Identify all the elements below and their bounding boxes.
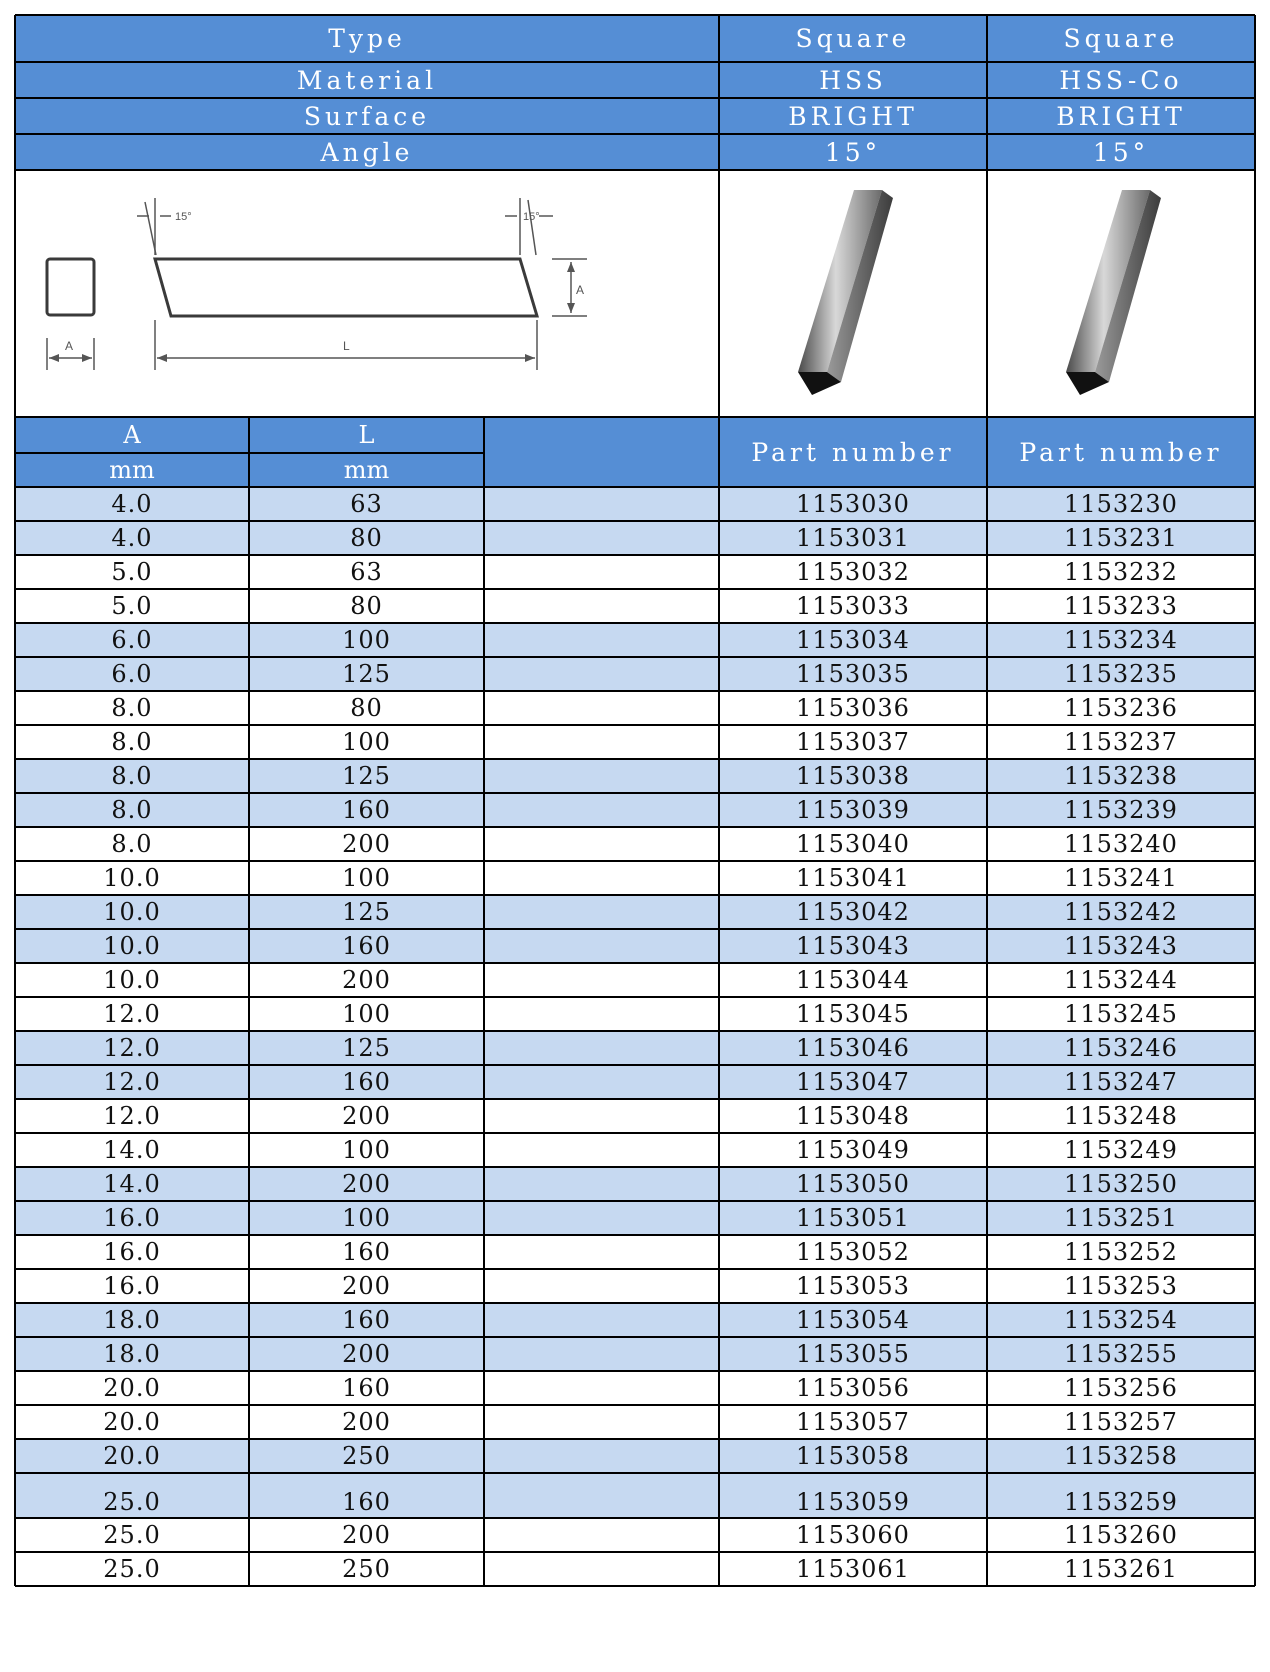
row-l: 80: [249, 521, 484, 555]
row-l: 160: [249, 929, 484, 963]
grid-line: [986, 15, 988, 1586]
row-a: 14.0: [15, 1133, 249, 1167]
header-angle-col2: 15°: [987, 134, 1255, 170]
row-part2: 1153240: [987, 827, 1255, 861]
grid-line: [15, 554, 1255, 556]
header-type-col1: Square: [719, 15, 987, 62]
header-material-col1: HSS: [719, 62, 987, 98]
row-part1: 1153060: [719, 1518, 987, 1552]
grid-line: [15, 1166, 1255, 1168]
row-l: 200: [249, 1337, 484, 1371]
header-surface-label: Surface: [15, 98, 719, 134]
header-type-label: Type: [15, 15, 719, 62]
row-part1: 1153044: [719, 963, 987, 997]
row-part1: 1153035: [719, 657, 987, 691]
grid-line: [15, 1200, 1255, 1202]
row-a: 4.0: [15, 487, 249, 521]
row-a: 25.0: [15, 1518, 249, 1552]
grid-line: [15, 656, 1255, 658]
row-part2: 1153251: [987, 1201, 1255, 1235]
row-part2: 1153253: [987, 1269, 1255, 1303]
grid-line: [15, 416, 1255, 418]
row-part1: 1153059: [719, 1473, 987, 1518]
grid-line: [1254, 15, 1256, 1586]
grid-line: [15, 758, 1255, 760]
row-a: 18.0: [15, 1337, 249, 1371]
row-part1: 1153056: [719, 1371, 987, 1405]
header-surface-col1: BRIGHT: [719, 98, 987, 134]
col-l-label: L: [249, 417, 484, 453]
row-a: 20.0: [15, 1405, 249, 1439]
row-part1: 1153032: [719, 555, 987, 589]
technical-drawing: [15, 170, 719, 417]
col-part-number-1: Part number: [719, 417, 987, 487]
col-a-unit: mm: [15, 453, 249, 487]
tool-bit-drawing: [15, 170, 719, 417]
grid-line: [15, 520, 1255, 522]
row-part1: 1153039: [719, 793, 987, 827]
row-l: 100: [249, 623, 484, 657]
row-part1: 1153055: [719, 1337, 987, 1371]
grid-line: [15, 1404, 1255, 1406]
row-empty: [484, 691, 719, 725]
header-angle-label: Angle: [15, 134, 719, 170]
grid-line: [15, 962, 1255, 964]
header-material-col2: HSS-Co: [987, 62, 1255, 98]
row-part1: 1153048: [719, 1099, 987, 1133]
row-a: 12.0: [15, 1065, 249, 1099]
row-empty: [484, 521, 719, 555]
row-empty: [484, 623, 719, 657]
row-l: 160: [249, 1371, 484, 1405]
grid-line: [15, 622, 1255, 624]
row-part1: 1153037: [719, 725, 987, 759]
row-part2: 1153243: [987, 929, 1255, 963]
row-a: 10.0: [15, 963, 249, 997]
row-a: 5.0: [15, 555, 249, 589]
row-a: 18.0: [15, 1303, 249, 1337]
row-part2: 1153249: [987, 1133, 1255, 1167]
row-empty: [484, 555, 719, 589]
row-part2: 1153259: [987, 1473, 1255, 1518]
grid-line: [15, 860, 1255, 862]
row-l: 200: [249, 1518, 484, 1552]
header-angle-col1: 15°: [719, 134, 987, 170]
col-part-number-2: Part number: [987, 417, 1255, 487]
grid-line: [15, 996, 1255, 998]
row-l: 125: [249, 759, 484, 793]
bar-image-icon: [719, 170, 987, 417]
grid-line: [15, 97, 1255, 99]
row-l: 63: [249, 487, 484, 521]
row-part1: 1153038: [719, 759, 987, 793]
grid-line: [15, 1132, 1255, 1134]
grid-line: [15, 1030, 1255, 1032]
row-empty: [484, 1405, 719, 1439]
row-part2: 1153246: [987, 1031, 1255, 1065]
row-a: 12.0: [15, 997, 249, 1031]
row-part1: 1153049: [719, 1133, 987, 1167]
grid-line: [15, 588, 1255, 590]
row-part2: 1153231: [987, 521, 1255, 555]
row-l: 200: [249, 827, 484, 861]
grid-line: [15, 1438, 1255, 1440]
row-empty: [484, 657, 719, 691]
grid-line: [15, 61, 1255, 63]
row-a: 10.0: [15, 895, 249, 929]
row-a: 20.0: [15, 1371, 249, 1405]
row-empty: [484, 1099, 719, 1133]
row-part1: 1153061: [719, 1552, 987, 1586]
grid-line: [15, 1472, 1255, 1474]
row-l: 160: [249, 1065, 484, 1099]
row-part1: 1153050: [719, 1167, 987, 1201]
angle-left-label: 15°: [175, 211, 192, 223]
row-l: 100: [249, 997, 484, 1031]
row-empty: [484, 963, 719, 997]
row-part1: 1153043: [719, 929, 987, 963]
grid-line: [15, 1336, 1255, 1338]
row-part1: 1153031: [719, 521, 987, 555]
row-empty: [484, 1031, 719, 1065]
row-a: 12.0: [15, 1031, 249, 1065]
row-empty: [484, 1269, 719, 1303]
grid-line: [15, 1234, 1255, 1236]
row-part2: 1153242: [987, 895, 1255, 929]
row-empty: [484, 793, 719, 827]
row-empty: [484, 929, 719, 963]
row-a: 8.0: [15, 793, 249, 827]
row-l: 125: [249, 1031, 484, 1065]
header-type-col2: Square: [987, 15, 1255, 62]
grid-line: [15, 928, 1255, 930]
row-l: 200: [249, 1099, 484, 1133]
row-l: 100: [249, 725, 484, 759]
row-a: 8.0: [15, 725, 249, 759]
row-empty: [484, 1167, 719, 1201]
grid-line: [15, 826, 1255, 828]
row-l: 200: [249, 1167, 484, 1201]
row-a: 16.0: [15, 1201, 249, 1235]
row-part1: 1153051: [719, 1201, 987, 1235]
row-l: 250: [249, 1439, 484, 1473]
row-part2: 1153245: [987, 997, 1255, 1031]
row-empty: [484, 1439, 719, 1473]
row-empty: [484, 1552, 719, 1586]
row-empty: [484, 1065, 719, 1099]
row-part2: 1153256: [987, 1371, 1255, 1405]
grid-line: [15, 169, 1255, 171]
row-part1: 1153042: [719, 895, 987, 929]
row-l: 80: [249, 691, 484, 725]
row-part1: 1153041: [719, 861, 987, 895]
row-empty: [484, 1133, 719, 1167]
row-part1: 1153047: [719, 1065, 987, 1099]
row-empty: [484, 861, 719, 895]
row-part1: 1153052: [719, 1235, 987, 1269]
row-part1: 1153053: [719, 1269, 987, 1303]
row-a: 25.0: [15, 1552, 249, 1586]
grid-line: [15, 792, 1255, 794]
row-part1: 1153036: [719, 691, 987, 725]
row-part2: 1153258: [987, 1439, 1255, 1473]
row-l: 160: [249, 1303, 484, 1337]
grid-line: [15, 690, 1255, 692]
row-part2: 1153234: [987, 623, 1255, 657]
row-a: 5.0: [15, 589, 249, 623]
row-l: 250: [249, 1552, 484, 1586]
row-a: 6.0: [15, 623, 249, 657]
row-empty: [484, 589, 719, 623]
row-part2: 1153235: [987, 657, 1255, 691]
grid-line: [248, 417, 250, 1586]
bar-photo-hss-co: [987, 170, 1255, 417]
row-a: 8.0: [15, 827, 249, 861]
row-part1: 1153046: [719, 1031, 987, 1065]
row-empty: [484, 487, 719, 521]
row-l: 100: [249, 1133, 484, 1167]
row-a: 8.0: [15, 691, 249, 725]
row-part2: 1153257: [987, 1405, 1255, 1439]
row-part2: 1153230: [987, 487, 1255, 521]
grid-line: [15, 133, 1255, 135]
row-empty: [484, 1337, 719, 1371]
grid-line: [483, 417, 485, 1586]
header-material-label: Material: [15, 62, 719, 98]
row-part2: 1153244: [987, 963, 1255, 997]
row-part2: 1153260: [987, 1518, 1255, 1552]
row-l: 200: [249, 1269, 484, 1303]
grid-line: [15, 1064, 1255, 1066]
row-l: 63: [249, 555, 484, 589]
row-empty: [484, 725, 719, 759]
row-empty: [484, 1303, 719, 1337]
bar-image-icon: [987, 170, 1255, 417]
grid-line: [15, 894, 1255, 896]
col-empty-header: [484, 417, 719, 487]
row-empty: [484, 1201, 719, 1235]
row-a: 20.0: [15, 1439, 249, 1473]
row-part1: 1153045: [719, 997, 987, 1031]
row-part1: 1153033: [719, 589, 987, 623]
grid-line: [15, 1585, 1255, 1587]
row-a: 10.0: [15, 929, 249, 963]
row-part2: 1153252: [987, 1235, 1255, 1269]
row-a: 8.0: [15, 759, 249, 793]
row-part2: 1153237: [987, 725, 1255, 759]
row-part1: 1153057: [719, 1405, 987, 1439]
row-part2: 1153232: [987, 555, 1255, 589]
row-a: 10.0: [15, 861, 249, 895]
col-a-label: A: [15, 417, 249, 453]
row-part2: 1153254: [987, 1303, 1255, 1337]
row-a: 6.0: [15, 657, 249, 691]
grid-line: [15, 486, 1255, 488]
row-a: 16.0: [15, 1235, 249, 1269]
row-l: 125: [249, 895, 484, 929]
row-part1: 1153058: [719, 1439, 987, 1473]
row-a: 14.0: [15, 1167, 249, 1201]
col-l-unit: mm: [249, 453, 484, 487]
row-part2: 1153241: [987, 861, 1255, 895]
row-l: 80: [249, 589, 484, 623]
header-surface-col2: BRIGHT: [987, 98, 1255, 134]
row-l: 160: [249, 1473, 484, 1518]
grid-line: [718, 15, 720, 1586]
dim-a-bottom-label: A: [65, 339, 74, 353]
row-l: 160: [249, 793, 484, 827]
row-part2: 1153233: [987, 589, 1255, 623]
dim-a-side-label: A: [576, 283, 585, 297]
angle-right-label: 15°: [523, 211, 540, 223]
row-l: 125: [249, 657, 484, 691]
row-empty: [484, 1518, 719, 1552]
row-l: 200: [249, 963, 484, 997]
row-part2: 1153238: [987, 759, 1255, 793]
grid-line: [15, 1302, 1255, 1304]
row-part2: 1153239: [987, 793, 1255, 827]
row-empty: [484, 1473, 719, 1518]
grid-line: [15, 1268, 1255, 1270]
row-empty: [484, 1371, 719, 1405]
dim-l-label: L: [343, 339, 350, 353]
row-part2: 1153248: [987, 1099, 1255, 1133]
row-empty: [484, 895, 719, 929]
grid-line: [14, 15, 16, 1586]
row-a: 25.0: [15, 1473, 249, 1518]
row-l: 160: [249, 1235, 484, 1269]
row-part2: 1153250: [987, 1167, 1255, 1201]
grid-line: [15, 1098, 1255, 1100]
grid-line: [15, 724, 1255, 726]
row-part1: 1153030: [719, 487, 987, 521]
row-part1: 1153040: [719, 827, 987, 861]
bar-photo-hss: [719, 170, 987, 417]
row-l: 100: [249, 861, 484, 895]
row-empty: [484, 1235, 719, 1269]
grid-line: [15, 1370, 1255, 1372]
row-part2: 1153261: [987, 1552, 1255, 1586]
row-part2: 1153255: [987, 1337, 1255, 1371]
row-l: 100: [249, 1201, 484, 1235]
row-part1: 1153054: [719, 1303, 987, 1337]
grid-line: [15, 1517, 1255, 1519]
row-empty: [484, 997, 719, 1031]
row-a: 12.0: [15, 1099, 249, 1133]
row-empty: [484, 759, 719, 793]
row-l: 200: [249, 1405, 484, 1439]
row-empty: [484, 827, 719, 861]
row-part2: 1153247: [987, 1065, 1255, 1099]
row-a: 4.0: [15, 521, 249, 555]
row-part1: 1153034: [719, 623, 987, 657]
grid-line: [15, 14, 1255, 16]
row-a: 16.0: [15, 1269, 249, 1303]
grid-line: [15, 1551, 1255, 1553]
row-part2: 1153236: [987, 691, 1255, 725]
